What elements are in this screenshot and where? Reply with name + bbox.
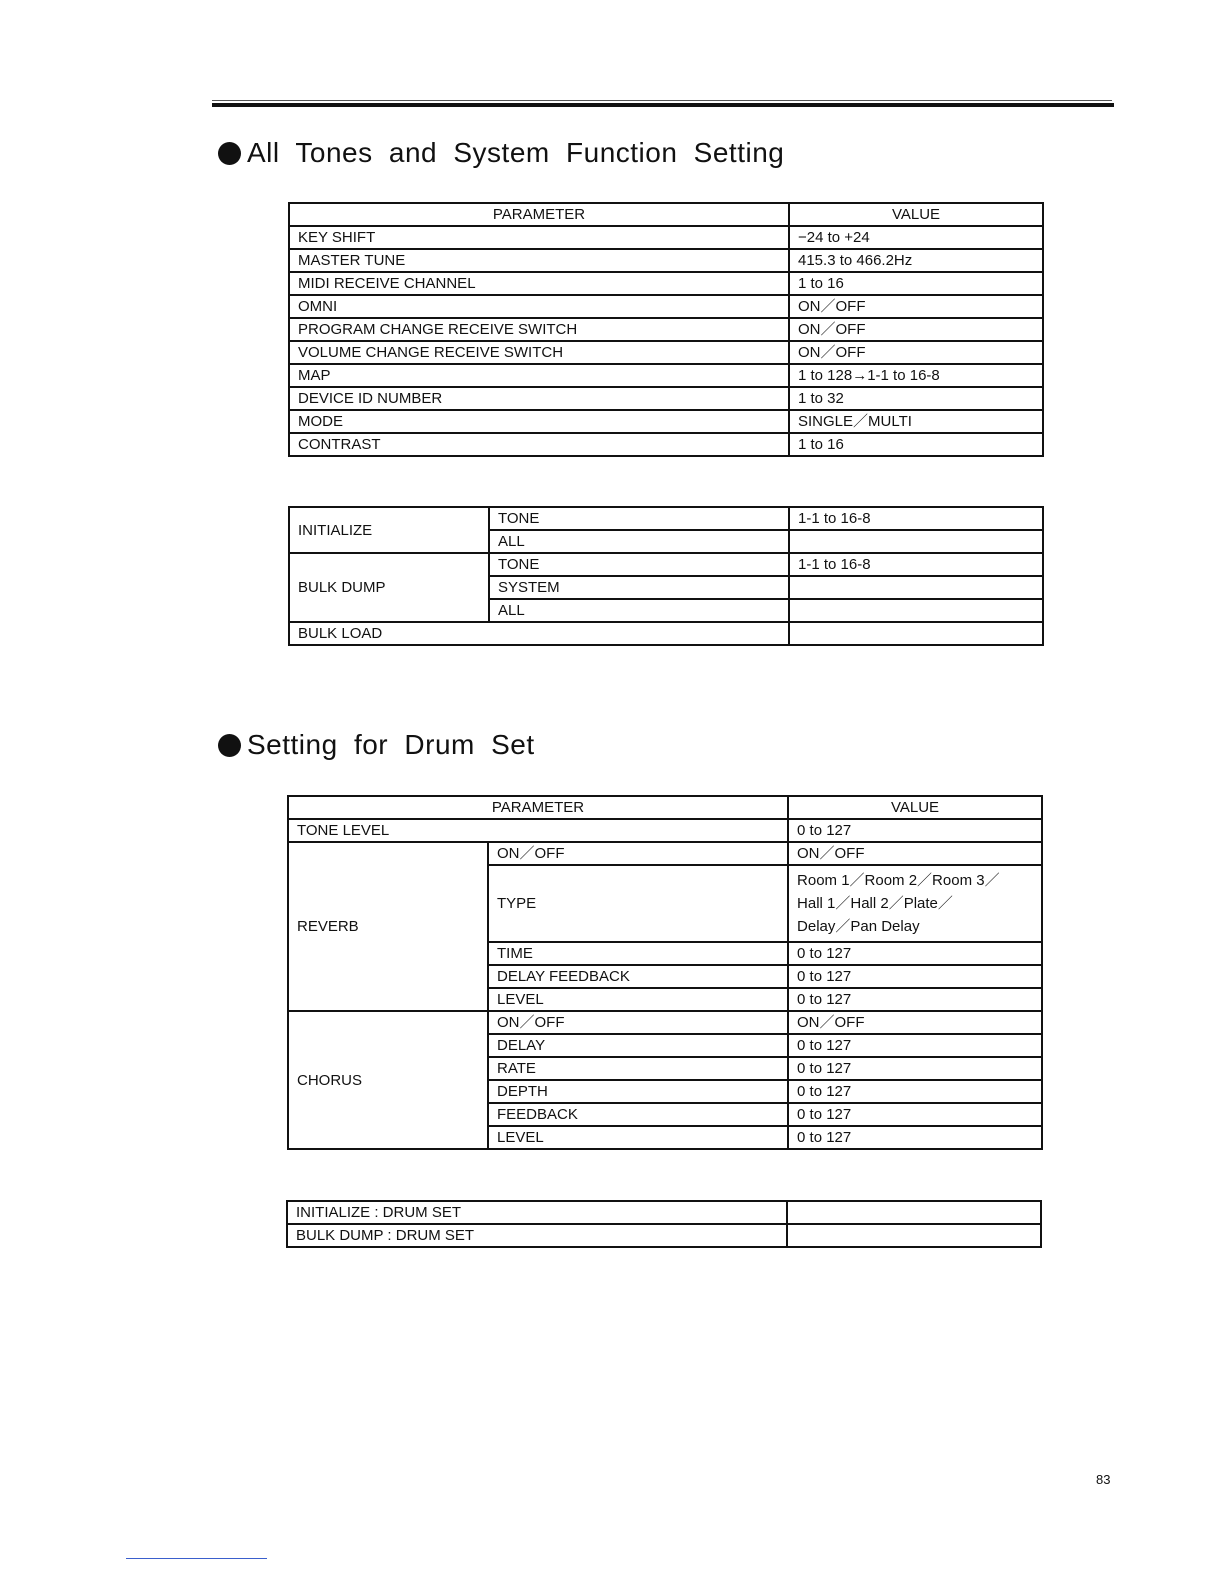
chorus-depth-value: 0 to 127	[788, 1080, 1042, 1103]
table-row	[288, 842, 1042, 865]
initialize-tone-label: TONE	[489, 507, 789, 530]
reverb-type-label: TYPE	[488, 865, 788, 942]
bulk-load-label: BULK LOAD	[289, 622, 789, 645]
value-cell: SINGLE／MULTI	[789, 410, 1043, 433]
bulk-dump-tone-label: TONE	[489, 553, 789, 576]
parameter-cell: DEVICE ID NUMBER	[289, 387, 789, 410]
bullet-icon	[218, 734, 241, 757]
table-row	[289, 226, 1043, 249]
bulk-dump-tone-value: 1-1 to 16-8	[789, 553, 1043, 576]
value-cell: 1 to 16	[789, 433, 1043, 456]
drum-parameter-table	[287, 795, 1043, 1150]
value-cell: 1 to 32	[789, 387, 1043, 410]
value-cell: ON／OFF	[789, 341, 1043, 364]
value-cell: 415.3 to 466.2Hz	[789, 249, 1043, 272]
reverb-delay-feedback-value: 0 to 127	[788, 965, 1042, 988]
system-function-table	[288, 506, 1044, 646]
page-number: 83	[1096, 1472, 1111, 1487]
table-row	[287, 1224, 1041, 1247]
bulk-dump-label: BULK DUMP	[289, 553, 489, 622]
table-row	[289, 249, 1043, 272]
chorus-onoff-label: ON／OFF	[488, 1011, 788, 1034]
table-row	[289, 295, 1043, 318]
parameter-header: PARAMETER	[289, 203, 789, 226]
parameter-cell: VOLUME CHANGE RECEIVE SWITCH	[289, 341, 789, 364]
value-cell: 1 to 16	[789, 272, 1043, 295]
chorus-rate-value: 0 to 127	[788, 1057, 1042, 1080]
table-row	[288, 1011, 1042, 1034]
parameter-cell: KEY SHIFT	[289, 226, 789, 249]
parameter-cell: MAP	[289, 364, 789, 387]
system-parameter-table	[288, 202, 1044, 457]
reverb-time-value: 0 to 127	[788, 942, 1042, 965]
chorus-delay-label: DELAY	[488, 1034, 788, 1057]
top-rule-thin	[212, 100, 1112, 101]
chorus-feedback-label: FEEDBACK	[488, 1103, 788, 1126]
parameter-header: PARAMETER	[288, 796, 788, 819]
parameter-cell: CONTRAST	[289, 433, 789, 456]
table-header-row	[289, 203, 1043, 226]
value-cell: −24 to +24	[789, 226, 1043, 249]
chorus-feedback-value: 0 to 127	[788, 1103, 1042, 1126]
table-row	[289, 341, 1043, 364]
table-header-row	[288, 796, 1042, 819]
reverb-level-value: 0 to 127	[788, 988, 1042, 1011]
bullet-icon	[218, 142, 241, 165]
table-row	[289, 433, 1043, 456]
tone-level-value: 0 to 127	[788, 819, 1042, 842]
table-row	[287, 1201, 1041, 1224]
parameter-cell: MODE	[289, 410, 789, 433]
section-title-drum: Setting for Drum Set	[247, 729, 535, 760]
parameter-cell: MASTER TUNE	[289, 249, 789, 272]
empty-value-cell	[787, 1224, 1041, 1247]
value-cell: ON／OFF	[789, 295, 1043, 318]
reverb-time-label: TIME	[488, 942, 788, 965]
table-row	[289, 622, 1043, 645]
bulk-dump-system-label: SYSTEM	[489, 576, 789, 599]
chorus-rate-label: RATE	[488, 1057, 788, 1080]
reverb-type-line: Room 1／Room 2／Room 3／	[797, 872, 1000, 889]
initialize-tone-value: 1-1 to 16-8	[789, 507, 1043, 530]
section-heading-drum	[218, 729, 535, 761]
table-row	[289, 553, 1043, 576]
parameter-cell: MIDI RECEIVE CHANNEL	[289, 272, 789, 295]
chorus-level-label: LEVEL	[488, 1126, 788, 1149]
empty-value-cell	[789, 576, 1043, 599]
initialize-label: INITIALIZE	[289, 507, 489, 553]
reverb-delay-feedback-label: DELAY FEEDBACK	[488, 965, 788, 988]
bulk-dump-all-label: ALL	[489, 599, 789, 622]
value-cell: ON／OFF	[789, 318, 1043, 341]
section-title-system: All Tones and System Function Setting	[247, 137, 785, 168]
parameter-cell: OMNI	[289, 295, 789, 318]
section-heading-system	[218, 137, 784, 169]
chorus-onoff-value: ON／OFF	[788, 1011, 1042, 1034]
chorus-level-value: 0 to 127	[788, 1126, 1042, 1149]
initialize-drum-label: INITIALIZE : DRUM SET	[287, 1201, 787, 1224]
table-row	[288, 819, 1042, 842]
reverb-level-label: LEVEL	[488, 988, 788, 1011]
parameter-cell: PROGRAM CHANGE RECEIVE SWITCH	[289, 318, 789, 341]
empty-value-cell	[787, 1201, 1041, 1224]
value-header: VALUE	[789, 203, 1043, 226]
table-row	[289, 410, 1043, 433]
reverb-onoff-value: ON／OFF	[788, 842, 1042, 865]
footer-line	[126, 1558, 267, 1559]
bulk-dump-drum-label: BULK DUMP : DRUM SET	[287, 1224, 787, 1247]
tone-level-label: TONE LEVEL	[288, 819, 788, 842]
table-row	[289, 364, 1043, 387]
empty-value-cell	[789, 530, 1043, 553]
reverb-type-line: Hall 1／Hall 2／Plate／	[797, 895, 953, 912]
reverb-type-line: Delay／Pan Delay	[797, 918, 920, 935]
value-cell: 1 to 128→1-1 to 16-8	[789, 364, 1043, 387]
chorus-label: CHORUS	[288, 1011, 488, 1149]
chorus-delay-value: 0 to 127	[788, 1034, 1042, 1057]
empty-value-cell	[789, 622, 1043, 645]
chorus-depth-label: DEPTH	[488, 1080, 788, 1103]
value-header: VALUE	[788, 796, 1042, 819]
reverb-label: REVERB	[288, 842, 488, 1011]
drum-function-table	[286, 1200, 1042, 1248]
table-row	[289, 272, 1043, 295]
table-row	[289, 387, 1043, 410]
table-row	[289, 318, 1043, 341]
table-row	[289, 507, 1043, 530]
reverb-onoff-label: ON／OFF	[488, 842, 788, 865]
initialize-all-label: ALL	[489, 530, 789, 553]
empty-value-cell	[789, 599, 1043, 622]
reverb-type-value	[788, 865, 1042, 942]
top-rule-thick	[212, 103, 1114, 107]
